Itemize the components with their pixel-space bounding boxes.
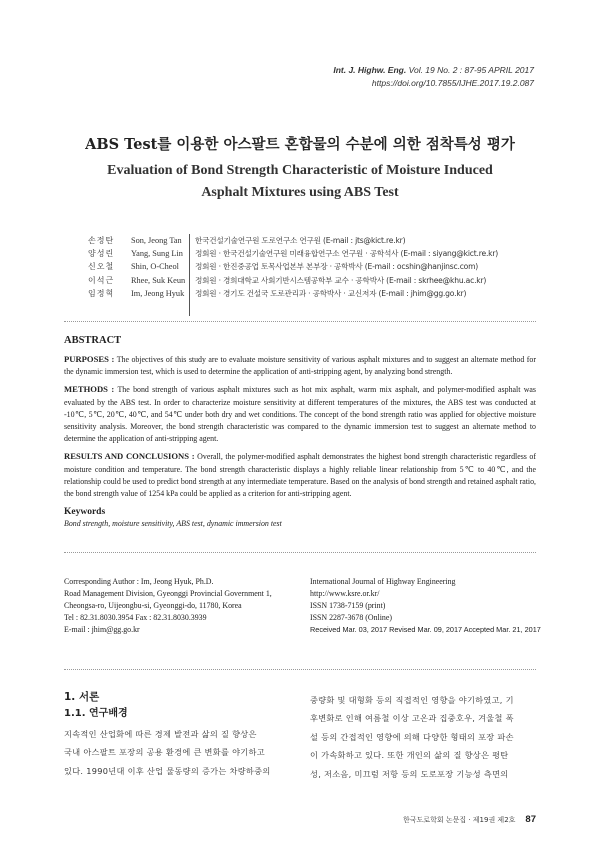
author-name-ko: 손정탄 xyxy=(88,236,115,245)
author-row xyxy=(88,274,498,287)
email[interactable]: E-mail : jhim@gg.go.kr xyxy=(64,625,140,634)
author-name-en: Im, Jeong Hyuk xyxy=(131,288,185,298)
author-affiliation: 정회원 · 경기도 건설국 도로관리과 · 공학박사 · 교신저자 (E-mail : jhim@gg.go.kr) xyxy=(195,288,467,298)
article-dates: Received Mar. 03, 2017 Revised Mar. 09, 2017 Accepted Mar. 21, 2017 xyxy=(310,625,541,634)
author-affiliation: 정회원 · 한진중공업 토목사업본부 본부장 · 공학박사 (E-mail : ocshin@hanjinsc.com) xyxy=(195,262,479,272)
author-name-ko: 임정혁 xyxy=(88,288,115,298)
body-column-left xyxy=(64,689,294,780)
footer-journal: 한국도로학회 논문집 · 제19권 제2호 xyxy=(403,816,516,824)
author-list xyxy=(88,234,498,300)
journal-header xyxy=(333,64,534,89)
abstract-section xyxy=(64,335,536,529)
journal-issue: Vol. 19 No. 2 : 87-95 APRIL 2017 xyxy=(408,65,534,75)
journal-name: Int. J. Highw. Eng. xyxy=(333,65,407,75)
author-name-en: Yang, Sung Lin xyxy=(131,249,183,259)
title-english-line2: Asphalt Mixtures using ABS Test xyxy=(201,185,399,200)
journal-info-block xyxy=(310,576,541,636)
author-name-ko: 양성린 xyxy=(88,249,115,259)
abstract-results xyxy=(64,450,536,500)
page-number: 87 xyxy=(525,814,536,825)
abstract-purposes xyxy=(64,353,536,378)
author-row xyxy=(88,247,498,260)
body-line: 후변화로 인해 여름철 이상 고온과 집중호우, 겨울철 폭 xyxy=(310,713,514,724)
journal-full-name: International Journal of Highway Engineering xyxy=(310,577,456,586)
abstract-methods xyxy=(64,383,536,445)
author-name-en: Shin, O-Cheol xyxy=(131,262,179,272)
author-affiliation: 정회원 · 경희대학교 사회기반시스템공학부 교수 · 공학박사 (E-mail : skrhee@khu.ac.kr) xyxy=(195,275,487,285)
body-line: 이 가속화하고 있다. 또한 개인의 삶의 질 향상은 평탄 xyxy=(310,750,509,761)
keywords-list: Bond strength, moisture sensitivity, ABS test, dynamic immersion test xyxy=(64,519,282,529)
dotted-divider xyxy=(64,321,536,322)
body-line: 지속적인 산업화에 따른 경제 발전과 삶의 질 향상은 xyxy=(64,729,257,739)
author-row xyxy=(88,234,498,247)
body-line: 중량화 및 대형화 등의 직접적인 영향을 야기하였고, 기 xyxy=(310,695,514,705)
journal-url[interactable]: http://www.ksre.or.kr/ xyxy=(310,589,380,598)
methods-text: The bond strength of various asphalt mixtures such as hot mix asphalt, warm mix asphalt, and polymer-modified asphalt was evaluated by the ABS test. In order to characterize moisture sensitivity at different temperatures of the mixtures, the ABS test was conducted at -10℃, 5℃, 20℃, 40℃, and 54℃ under both dry and wet conditions. The concept of the bond strength ratio was applied for objective moisture sensitivity analysis. Moreover, the bond strength characteristic was compared to the dynamic immersion test to suggest an alternate method to determine the application of anti-stripping agent. xyxy=(64,385,536,444)
page-footer xyxy=(403,814,536,825)
issn-print: ISSN 1738-7159 (print) xyxy=(310,601,386,610)
abstract-heading: ABSTRACT xyxy=(64,335,122,346)
journal-citation xyxy=(333,64,534,77)
address-line: Cheongsa-ro, Uijeongbu-si, Gyeonggi-do, 11780, Korea xyxy=(64,601,242,610)
purposes-text: The objectives of this study are to evaluate moisture sensitivity of various asphalt mixtures and to suggest an alternate method for the dynamic immersion test, which is used to determine the application of anti-stripping agent, by analyzing bond strength. xyxy=(64,355,536,377)
body-line: 국내 아스팔트 포장의 공용 환경에 큰 변화를 야기하고 xyxy=(64,747,265,758)
results-label: RESULTS AND CONCLUSIONS : xyxy=(64,451,195,462)
body-line: 설 등의 간접적인 영향에 의해 다양한 형태의 포장 파손 xyxy=(310,731,514,742)
author-name-en: Rhee, Suk Keun xyxy=(131,275,186,285)
body-line: 있다. 1990년대 이후 산업 물동량의 증가는 차량하중의 xyxy=(64,765,271,776)
author-affiliation: 정회원 · 한국건설기술연구원 미래융합연구소 연구원 · 공학석사 (E-mail : siyang@kict.re.kr) xyxy=(195,249,499,259)
dotted-divider xyxy=(64,669,536,670)
author-name-ko: 이석근 xyxy=(88,275,115,285)
author-row xyxy=(88,260,498,273)
corresponding-author: Corresponding Author : Im, Jeong Hyuk, Ph.D. xyxy=(64,577,214,586)
methods-label: METHODS : xyxy=(64,384,115,395)
address-line: Road Management Division, Gyeonggi Provincial Government 1, xyxy=(64,589,272,598)
title-english xyxy=(0,160,600,204)
doi-link[interactable]: https://doi.org/10.7855/IJHE.2017.19.2.087 xyxy=(371,77,534,88)
title-korean: ABS Test를 이용한 아스팔트 혼합물의 수분에 의한 점착특성 평가 xyxy=(85,136,515,153)
results-text: Overall, the polymer-modified asphalt demonstrates the highest bond strength characteristic regardless of moisture condition and temperature. The bond strength characteristic displays a highly reliable linear relationship from 5℃ to 40℃, and the relationship could be used to predict bond strength at any intermediate temperature. Based on the analysis of bond strength and retained asphalt ratio, the bond strength value of 1254 kPa could be applied as a criterion for anti-stripping agent. xyxy=(64,452,536,499)
keywords-heading: Keywords xyxy=(64,507,106,518)
title-english-line1: Evaluation of Bond Strength Characteristic of Moisture Induced xyxy=(107,163,493,178)
tel-fax: Tel : 82.31.8030.3954 Fax : 82.31.8030.3939 xyxy=(64,613,207,622)
author-divider xyxy=(189,234,190,316)
author-row xyxy=(88,287,498,300)
subsection-heading: 1.1. 연구배경 xyxy=(64,708,128,719)
author-name-en: Son, Jeong Tan xyxy=(131,236,182,245)
dotted-divider xyxy=(64,552,536,553)
issn-online: ISSN 2287-3678 (Online) xyxy=(310,613,392,622)
section-heading: 1. 서론 xyxy=(64,691,100,703)
body-column-right xyxy=(310,691,540,783)
body-line: 성, 저소음, 미끄럼 저항 등의 도로포장 기능성 측면의 xyxy=(310,768,509,779)
author-affiliation: 한국건설기술연구원 도로연구소 연구원 (E-mail : jts@kict.re.kr) xyxy=(195,236,406,245)
author-name-ko: 신오철 xyxy=(88,262,115,272)
purposes-label: PURPOSES : xyxy=(64,354,115,364)
correspondence-block xyxy=(64,576,272,636)
